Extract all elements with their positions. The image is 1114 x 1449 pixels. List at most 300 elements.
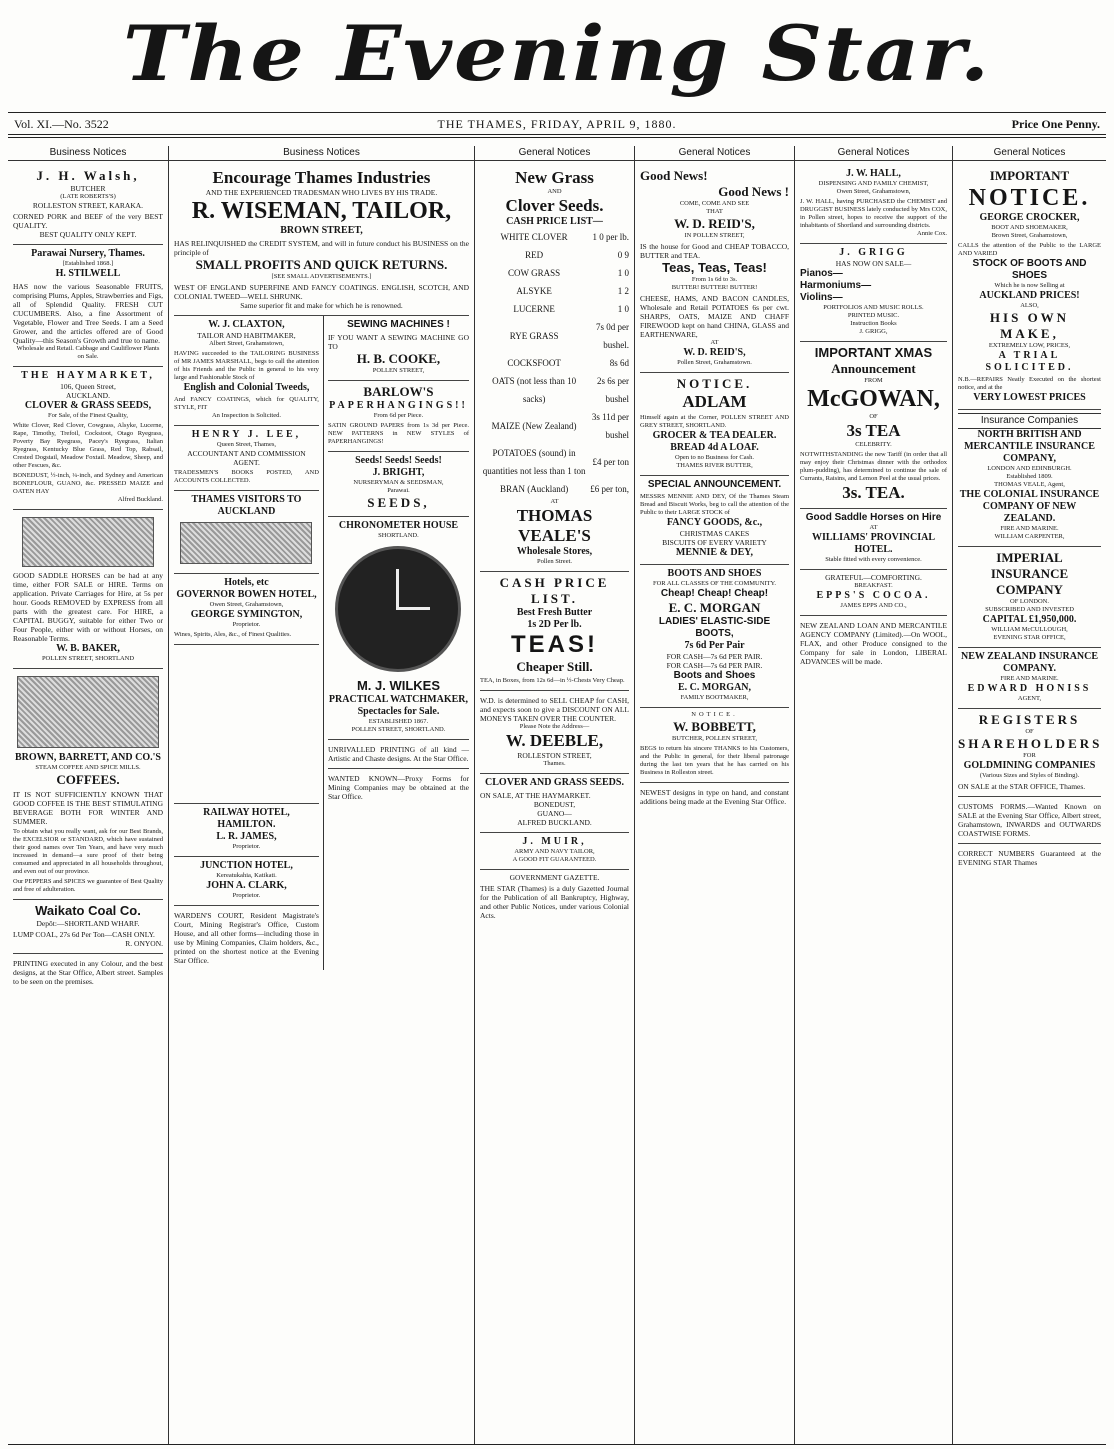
teas-price: From 1s 6d to 3s.	[691, 276, 738, 283]
city: LONDON AND EDINBURGH.	[987, 465, 1072, 472]
column-heading: Business Notices	[169, 146, 474, 161]
advertiser-name: R. WISEMAN, TAILOR,	[191, 198, 452, 224]
clover-seeds-ad	[480, 774, 629, 833]
ladies-boots: LADIES' ELASTIC-SIDE BOOTS,	[658, 616, 771, 639]
ad-body: NEW ZEALAND LOAN AND MERCANTILE AGENCY COMPANY (Limited).—On WOOL, FLAX, and other Produce consigned to the Company for sale in London, LIBERAL ADVANCES will be made.	[800, 621, 947, 666]
morgan-ad	[640, 565, 789, 708]
column-3	[474, 146, 634, 1444]
price-item: COW GRASS	[508, 268, 561, 278]
bonedust: BONEDUST,	[533, 800, 576, 809]
price-value: 1 0	[617, 304, 629, 314]
address: POLLEN STREET, SHORTLAND	[41, 655, 135, 662]
cash-note: Open to no Business for Cash.	[674, 454, 755, 461]
coach-illustration	[180, 522, 312, 564]
price-item: POTATOES (sound) in quantities not less than 1 ton	[482, 448, 586, 476]
address: Owen Street, Grahamstown,	[836, 188, 911, 195]
ad-title: SEWING MACHINES !	[347, 319, 450, 330]
trade: BUTCHER, POLLEN STREET,	[671, 735, 758, 742]
subheading: STEAM COFFEE AND SPICE MILLS.	[35, 764, 141, 771]
column-2-left	[174, 316, 324, 970]
correct-numbers-ad	[958, 844, 1101, 872]
trial: A TRIAL SOLICITED.	[985, 350, 1074, 373]
own-make: HIS OWN MAKE,	[989, 310, 1070, 341]
advertiser-name: J. BRIGHT,	[372, 467, 425, 478]
title-line-2: AND	[547, 188, 562, 195]
newest-designs-ad	[640, 783, 789, 811]
ad-body: NOTWITHSTANDING the new Tariff (in order that all may enjoy their Christmas dinner with the orthodox plum-pudding), has determined to continue the sale of Currants, Raisins, and Lemon Peel at the usual prices.	[800, 451, 947, 482]
teas-sub: Cheaper Still.	[516, 659, 593, 674]
heading: CLOVER & GRASS SEEDS,	[24, 400, 152, 411]
pianos: Pianos—	[800, 268, 843, 279]
price: Price One Penny.	[1011, 117, 1100, 131]
price-item: OATS (not less than 10 sacks)	[492, 376, 577, 404]
selling: Which he is now Selling at	[994, 282, 1065, 289]
advertiser-name: W. B. BAKER,	[56, 643, 120, 654]
deeble-ad	[480, 691, 629, 774]
advertiser-name: GEORGE CROCKER,	[979, 212, 1080, 223]
rotated-ads-placeholder	[174, 645, 319, 804]
ad-body: IS the house for Good and CHEAP TOBACCO, BUTTER and TEA.	[640, 242, 789, 260]
reid-ad	[640, 165, 789, 373]
ad-body: CALLS the attention of the Public to the LARGE AND VARIED	[958, 242, 1101, 257]
subheading: Stable fitted with every convenience.	[825, 556, 922, 563]
haymarket-ad	[13, 367, 163, 510]
teas-heading: Teas, Teas, Teas!	[662, 260, 767, 275]
store-sub: Wholesale Stores,	[516, 546, 593, 557]
title-line-2: Good News !	[718, 184, 789, 199]
price-row	[480, 444, 629, 480]
nursery-ad	[13, 245, 163, 367]
registers-ad	[958, 709, 1101, 797]
subheading: For Sale, of the Finest Quality,	[48, 412, 128, 419]
store-name: THOMAS VEALE'S	[516, 506, 593, 545]
violins: Violins—	[800, 292, 843, 303]
bottom-rule	[8, 1444, 1106, 1445]
bobbett-ad	[640, 708, 789, 783]
ad-body: Himself again at the Corner, POLLEN STREET AND GREY STREET, SHORTLAND.	[640, 414, 789, 429]
city: OF LONDON.	[1010, 598, 1049, 605]
lee-ad	[174, 426, 319, 491]
proprietor-label: Proprietor.	[232, 843, 261, 850]
address: Pollen Street.	[536, 558, 573, 565]
bread-price: BREAD 4d A LOAF.	[670, 442, 759, 453]
watch-illustration	[335, 546, 461, 672]
price-value: £6 per ton,	[590, 484, 629, 494]
trade: DISPENSING AND FAMILY CHEMIST,	[818, 180, 929, 187]
ad-title: Parawai Nursery, Thames.	[31, 248, 145, 259]
ad-title: BARLOW'S	[363, 384, 434, 399]
christmas-cakes: CHRISTMAS CAKES	[679, 529, 750, 538]
trade: GROCER & TEA DEALER.	[652, 430, 777, 441]
butter-price: 1s 2D Per lb.	[527, 619, 582, 630]
signature: R. ONYON.	[125, 939, 163, 948]
ad-body: SATIN GROUND PAPERS from 1s 3d per Piece. NEW PATTERNS in NEW STYLES of PAPERHANGINGS!	[327, 422, 469, 445]
at-label: AT	[869, 524, 878, 531]
price-item: ALSYKE	[516, 286, 552, 296]
on-sale: ON SALE at the STAR OFFICE, Thames.	[958, 782, 1086, 791]
column-1	[8, 146, 168, 1444]
footer: Wholesale and Retail. Cabbage and Cauliflower Plants on Sale.	[16, 345, 160, 360]
address: ROLLESTON STREET, KARAKA.	[32, 201, 144, 210]
of-label: OF	[869, 413, 878, 420]
repair-heading: Boots and Shoes	[673, 670, 756, 681]
ad-body: HAVING succeeded to the TAILORING BUSINESS of MR JAMES MARSHALL, begs to call the attention of his Friends and the Public in general to his very large and Fashionable Stock of	[174, 350, 319, 381]
goods-list: CHEESE, HAMS, AND BACON CANDLES, Wholesale and Retail POTATOES 6s per cwt. SHARPS, OATS, MAIZE AND CHAFF FIREWOOD kept on hand CHINA, GLASS and EARTHENWARE,	[640, 294, 789, 339]
waikato-coal-ad	[13, 900, 163, 954]
that-label: THAT	[706, 208, 723, 215]
ad-title: BOOTS AND SHOES	[667, 568, 762, 579]
inspection: An Inspection is Solicited.	[211, 412, 281, 419]
column-heading: General Notices	[953, 146, 1106, 161]
city: Thames.	[543, 760, 566, 767]
at-label: AT	[710, 339, 719, 346]
price-item: RED	[525, 250, 544, 260]
stock: STOCK OF BOOTS AND SHOES	[972, 258, 1087, 281]
title-line-3: GOLDMINING COMPANIES	[963, 760, 1096, 771]
crocker-ad	[958, 165, 1101, 410]
price-value: 1 0 per lb.	[592, 232, 629, 242]
nz-loan-ad	[800, 616, 947, 671]
ad-body: CORRECT NUMBERS Guaranteed at the EVENING STAR Thames	[958, 849, 1101, 867]
grateful: GRATEFUL—COMFORTING.	[825, 573, 922, 582]
instruction-books: Instruction Books	[850, 320, 897, 327]
section-heading: Insurance Companies	[958, 413, 1101, 429]
ad-body: CORNED PORK and BEEF of the very BEST QUALITY.	[13, 212, 163, 230]
product-name: EPPS'S COCOA.	[816, 590, 931, 601]
address: 106, Queen Street,	[60, 382, 116, 391]
ad-title: CASH PRICE LIST.	[499, 575, 610, 606]
cash-price-1: FOR CASH—7s 6d PER PAIR.	[666, 652, 763, 661]
subtitle: INSURANCE COMPANY	[990, 566, 1069, 597]
price-value: 3s 11d per bushel	[591, 412, 629, 440]
williams-hotel-ad	[800, 509, 947, 570]
price-list	[480, 228, 629, 498]
teas-heading: TEAS!	[511, 631, 598, 658]
price-row	[480, 264, 629, 282]
price-item: WHITE CLOVER	[500, 232, 568, 242]
signature: WILLIAM CARPENTER,	[994, 533, 1065, 540]
title: IMPERIAL	[996, 550, 1063, 565]
price-row	[480, 246, 629, 264]
subheading: (Various Sizes and Styles of Binding).	[979, 772, 1080, 779]
visitors-ad	[174, 491, 319, 574]
also: ALSO,	[1020, 302, 1039, 309]
insurance-ad	[958, 410, 1101, 547]
ad-body: CUSTOMS FORMS.—Wanted Known on SALE at the Evening Star Office, Albert street, Grahamstown, INWARDS and OUTWARDS COASTWISE FORMS.	[958, 802, 1101, 838]
established: ESTABLISHED 1867.	[368, 718, 429, 725]
tagline: BEST QUALITY ONLY KEPT.	[39, 230, 137, 239]
price-value: 8s 6d	[609, 358, 629, 368]
ad-title: Encourage Thames Industries	[212, 168, 431, 187]
footer: And FANCY COATINGS, which for QUALITY, STYLE, FIT	[174, 396, 319, 411]
cheap-heading: Cheap! Cheap! Cheap!	[660, 588, 769, 599]
advertiser-name: BROWN, BARRETT, AND CO.'S	[15, 752, 161, 763]
advertiser-name: HENRY J. LEE,	[191, 429, 302, 440]
address: Parawai.	[387, 487, 410, 494]
address: Queen Street, Thames,	[216, 441, 277, 448]
fire-marine: FIRE AND MARINE.	[1000, 675, 1059, 682]
ad-title: THE HAYMARKET,	[21, 370, 155, 381]
trade: PRACTICAL WATCHMAKER,	[328, 694, 469, 705]
carriage-illustration	[22, 517, 154, 567]
title-line-1: IMPORTANT XMAS	[814, 345, 933, 360]
ad-body: J. W. HALL, having PURCHASED the CHEMIST and DRUGGIST BUSINESS lately conducted by Mrs COX, in Pollen street, hopes to receive the support of the inhabitants of Shortland and surrounding districts.	[800, 198, 947, 229]
harmoniums: Harmoniums—	[800, 280, 872, 291]
ad-body: TEA, in Boxes, from 12s 6d—in ½-Chests Very Cheap.	[480, 677, 625, 684]
hotel-name: WILLIAMS' PROVINCIAL HOTEL.	[811, 532, 936, 555]
price-item: RYE GRASS	[509, 331, 559, 341]
trade: NURSERYMAN & SEEDSMAN,	[353, 479, 444, 486]
ad-body: To obtain what you really want, ask for our Best Brands, the EXCELSIOR or STANDARD, which have sustained their good names over Ten Years, and have very much increased in demand—a sure proof of their being consumed and appreciated in all households throughout, and even out of our province.	[13, 828, 163, 875]
trade: FAMILY BOOTMAKER,	[680, 694, 749, 701]
address-2: POLLEN STREET, SHORTLAND.	[351, 726, 446, 733]
ad-body: IF YOU WANT A SEWING MACHINE GO TO	[327, 333, 469, 351]
advertiser-name: W. DEEBLE,	[505, 731, 604, 750]
heading: COFFEES.	[56, 772, 120, 787]
price-item: BRAN (Auckland)	[499, 484, 569, 494]
motto: SMALL PROFITS AND QUICK RETURNS.	[195, 257, 448, 272]
advertiser-name: E. C. MORGAN	[668, 600, 761, 615]
fancy-goods: FANCY GOODS, &c.,	[666, 517, 763, 528]
ad-body: HAS RELINQUISHED the CREDIT SYSTEM, and will in future conduct his BUSINESS on the principle of	[174, 239, 469, 257]
ad-body: MESSRS MENNIE AND DEY, Of the Thames Steam Bread and Biscuit Works, beg to call the attention of the Public to their LARGE STOCK of	[640, 493, 789, 516]
grass-seeds-ad	[480, 165, 629, 572]
seed-list: White Clover, Red Clover, Cowgrass, Alsyke, Lucerne, Rape, Timothy, Trefoil, Cockstoot, Otago Ryegrass, Poverty Bay Ryegrass, Pacey's Ryegrass, Italian Ryegrass, Kentucky Blue Grass, Red Top, Rabsail, Crested Dogstail, Meadow Foxtail. Meadow, Sheep, and other Fescues, &c.	[13, 422, 163, 469]
wiseman-ad	[174, 165, 469, 316]
butter: THAMES RIVER BUTTER,	[676, 462, 753, 469]
title-line-2: SHAREHOLDERS	[958, 736, 1103, 751]
wardens-court-ad	[174, 906, 319, 970]
signature: J. GRIGG,	[859, 328, 888, 335]
ad-body: GOOD SADDLE HORSES can be had at any time, either FOR SALE or HIRE. Terms on application. Private Carriages for Hire, at 5s per hour. Goods REMOVED by EXPRESS from all parts with the greatest care. For HIRE, a CAPITAL BUGGY, suitable for either Two or Four People, either with or without Horses, on Reasonable Terms.	[13, 571, 163, 643]
printed-music: PRINTED MUSIC.	[847, 312, 900, 319]
price-list-heading: CASH PRICE LIST—	[506, 216, 603, 227]
address: Albert Street, Grahamstown,	[209, 340, 284, 347]
address: ROLLESTON STREET,	[517, 751, 592, 760]
advertiser-name: W. D. REID'S,	[674, 216, 755, 231]
ad-title: THAMES VISITORS TO AUCKLAND	[191, 494, 302, 517]
subheading: PAPERHANGINGS!!	[329, 400, 468, 411]
mcgowan-ad	[800, 342, 947, 509]
address: POLLEN STREET,	[372, 367, 425, 374]
ad-title: Good Saddle Horses on Hire	[805, 512, 942, 523]
title: NEW ZEALAND INSURANCE COMPANY.	[960, 651, 1099, 674]
nz-insurance-ad	[958, 648, 1101, 709]
baker-ad	[13, 510, 163, 669]
note: (LATE ROBERTS'S)	[60, 193, 116, 200]
advertiser-name: J. MUIR,	[522, 836, 587, 847]
muir-ad	[480, 833, 629, 870]
advertiser-name: J. H. Walsh,	[36, 168, 140, 183]
company-name-2: THE COLONIAL INSURANCE COMPANY OF NEW ZEALAND.	[959, 489, 1100, 524]
prices: AUCKLAND PRICES!	[979, 290, 1080, 301]
fire-marine: FIRE AND MARINE.	[1000, 525, 1059, 532]
column-heading: General Notices	[795, 146, 952, 161]
ad-body: WARDEN'S COURT, Resident Magistrate's Court, Mining Registrar's Office, Custom House, and all other forms—including those in use by Mining Companies, Claim holders, &c., printed on the shortest notice at the Evening Star Office.	[174, 911, 319, 965]
tea-heading-2: 3s. TEA.	[842, 483, 905, 502]
price-row	[480, 354, 629, 372]
agent-name: EDWARD HONISS	[967, 683, 1092, 694]
cash-price-2: FOR CASH—7s 6d PER PAIR.	[666, 661, 763, 670]
low-prices: EXTREMELY LOW, PRICES,	[988, 342, 1071, 349]
signature: Alfred Buckland.	[117, 496, 163, 503]
address: Kereatukahia, Katikati.	[216, 872, 277, 879]
title-line-3: Clover Seeds.	[505, 196, 604, 215]
address: IN POLLEN STREET,	[684, 232, 745, 239]
spectacles: Spectacles for Sale.	[357, 706, 440, 717]
junction-hotel-ad	[174, 857, 319, 906]
advertiser-name: J. GRIGG	[839, 247, 908, 258]
trade: BUTCHER	[70, 184, 106, 193]
company-name: NORTH BRITISH AND MERCANTILE INSURANCE COMPANY,	[964, 429, 1095, 464]
notice-heading: NOTICE.	[691, 711, 738, 718]
chronometer-ad	[328, 517, 469, 740]
column-6	[952, 146, 1106, 1444]
signature: MENNIE & DEY,	[675, 547, 754, 558]
ad-title: RAILWAY HOTEL, HAMILTON.	[203, 807, 290, 830]
column-heading: General Notices	[635, 146, 794, 161]
goods: WEST OF ENGLAND SUPERFINE AND FANCY COATINGS. ENGLISH, SCOTCH, AND COLONIAL TWEED—WELL SHRUNK.	[174, 283, 469, 301]
column-heading: Business Notices	[8, 146, 168, 161]
title-line-1: REGISTERS	[978, 712, 1081, 727]
signature: ALFRED BUCKLAND.	[517, 818, 592, 827]
dateline-rule-top	[8, 134, 1106, 135]
advertiser-name: W. J. CLAXTON,	[208, 319, 285, 330]
address: Brown Street, Grahamstown,	[991, 232, 1068, 239]
price-row	[480, 282, 629, 300]
footer: Our PEPPERS and SPICES we guarantee of Best Quality and free of adulteration.	[13, 878, 163, 893]
agent-label: AGENT,	[1017, 695, 1042, 702]
price-value: 1 2	[617, 286, 629, 296]
barrett-ad	[13, 669, 163, 900]
price-from: From 6d per Piece.	[373, 412, 424, 419]
ad-body: THE STAR (Thames) is a duly Gazetted Journal for the Publication of all Bankruptcy, Highway, and other Public Notices, under various Colonial Acts.	[480, 884, 629, 920]
price-item: MAIZE (New Zealand)	[491, 421, 577, 431]
price-row	[480, 372, 629, 408]
column-2-right	[324, 316, 469, 970]
agent: THOMAS VEALE, Agent,	[994, 481, 1065, 488]
column-2	[168, 146, 474, 1444]
ad-body: WANTED KNOWN—Proxy Forms for Mining Companies may be obtained at the Star Office.	[327, 774, 469, 801]
trade: TAILOR AND HABITMAKER,	[197, 331, 296, 340]
column-2-split	[174, 316, 469, 970]
heading: Seeds! Seeds! Seeds!	[355, 455, 442, 466]
ad-title: CLOVER AND GRASS SEEDS.	[485, 777, 624, 788]
grigg-ad	[800, 244, 947, 342]
place-date: THE THAMES, FRIDAY, APRIL 9, 1880.	[437, 117, 677, 131]
volume-number: Vol. XI.—No. 3522	[14, 117, 109, 131]
column-5	[794, 146, 952, 1444]
epps-cocoa-ad	[800, 570, 947, 616]
price-row	[480, 228, 629, 246]
on-sale: HAS NOW ON SALE—	[835, 259, 912, 268]
claxton-ad	[174, 316, 319, 426]
agent-name: WILLIAM McCULLOUGH,	[991, 626, 1068, 633]
proprietor-name: GEORGE SYMINGTON,	[190, 609, 303, 620]
seeds-heading: SEEDS,	[367, 495, 430, 510]
ad-body: TRADESMEN'S BOOKS POSTED, AND ACCOUNTS COLLECTED.	[174, 469, 319, 484]
trade: ACCOUNTANT AND COMMISSION AGENT.	[187, 449, 306, 467]
advertiser-name-2: E. C. MORGAN,	[677, 682, 752, 693]
dateline	[14, 117, 1100, 131]
advertiser-name: H. B. COOKE,	[356, 351, 441, 366]
newspaper-title: The Evening Star.	[122, 9, 992, 99]
butter: Best Fresh Butter	[516, 607, 593, 618]
notice-heading: NOTICE.	[676, 376, 753, 391]
city: AUCKLAND.	[66, 391, 110, 400]
subheading: FOR ALL CLASSES OF THE COMMUNITY.	[652, 580, 777, 587]
price-row	[480, 318, 629, 354]
wanted-known-ad	[328, 769, 469, 806]
advertiser-name: J. W. HALL,	[846, 168, 901, 179]
butter-line: BUTTER! BUTTER! BUTTER!	[671, 284, 758, 291]
walsh-ad	[13, 165, 163, 245]
advertiser-name: ADLAM	[682, 392, 747, 411]
portfolios: PORTFOLIOS AND MUSIC ROLLS.	[823, 304, 924, 311]
address-2: Pollen Street, Grahamstown.	[677, 359, 752, 366]
ad-title: GOVERNMENT GAZETTE.	[509, 873, 600, 882]
railway-hotel-ad	[174, 804, 319, 857]
footer: BONEDUST, ½-inch, ¼-inch, and Sydney and American BONEFLOUR, GUANO, &c. PRESSED MAIZE and OATEN HAY	[13, 472, 163, 495]
ad-title: Waikato Coal Co.	[35, 903, 141, 918]
column-heading: General Notices	[475, 146, 634, 161]
cooke-ad	[328, 316, 469, 381]
price-row	[480, 408, 629, 444]
barlow-ad	[328, 381, 469, 452]
ad-body: BEGS to return his sincere THANKS to his Customers, and the Public in general, for their liberal patronage during the last ten years that he has carried on his Business in Rolleston street.	[640, 745, 789, 776]
ad-body: PRINTING executed in any Colour, and the best designs, at the Star Office, Albert street. Samples to be seen on the premises.	[13, 959, 163, 986]
masthead	[0, 0, 1114, 112]
signature: Annie Cox.	[917, 230, 947, 237]
lowest-prices: VERY LOWEST PRICES	[973, 392, 1086, 403]
advertiser-name: McGOWAN,	[807, 386, 940, 412]
price-row	[480, 300, 629, 318]
trade: BOOT AND SHOEMAKER,	[991, 224, 1068, 231]
title-line-1: New Grass	[515, 168, 594, 187]
signature: JAMES EPPS AND CO.,	[840, 602, 907, 609]
unrivalled-printing-ad	[328, 740, 469, 769]
at-label: AT	[550, 498, 559, 505]
price-value: 1 0	[617, 268, 629, 278]
proprietor-label: Proprietor.	[232, 892, 261, 899]
hotels-ad	[174, 574, 319, 645]
advertiser-name-2: W. D. REID'S,	[683, 347, 746, 358]
tea-heading: 3s TEA	[846, 421, 901, 440]
ad-title: JUNCTION HOTEL,	[200, 860, 293, 871]
section-heading: Hotels, etc	[224, 577, 269, 588]
dateline-rule-bottom	[8, 137, 1106, 138]
teas-ad	[480, 572, 629, 691]
repairs-note: N.B.—REPAIRS Neatly Executed on the shortest notice, and at the	[958, 376, 1101, 391]
guano: GUANO—	[537, 809, 572, 818]
mennie-dey-ad	[640, 476, 789, 565]
heading: English and Colonial Tweeds,	[183, 382, 310, 393]
proprietor-label: Proprietor.	[232, 621, 261, 628]
address: BROWN STREET,	[280, 225, 363, 236]
imperial-insurance-ad	[958, 547, 1101, 648]
ad-body: Wines, Spirits, Ales, &c., of Finest Qualities.	[174, 631, 292, 638]
price-value: 7s 0d per bushel.	[596, 322, 629, 350]
see-note: [SEE SMALL ADVERTISEMENTS.]	[271, 273, 372, 280]
come-and-see: COME, COME AND SEE	[679, 200, 750, 207]
title-line-1: IMPORTANT	[989, 168, 1070, 183]
ad-body: HAS now the various Seasonable FRUITS, comprising Plums, Apples, Strawberries and Figs, all of Splendid Quality. FRESH CUT CUCUMBERS. Also, a fine Assortment of Vegetable, Flower and Tree Seeds. I am a Seed Grower, and the articles offered are of Good Quality—this Season's Growth and true to name.	[13, 282, 163, 345]
ad-body: UNRIVALLED PRINTING of all kind —Artistic and Chaste designs. At the Star Office.	[327, 745, 469, 763]
note: Please Note the Address—	[519, 723, 590, 730]
for-label: FOR	[1023, 752, 1036, 759]
price: 7s 6d Per Pair	[684, 640, 745, 651]
price-value: 2s 6s per bushel	[597, 376, 629, 404]
